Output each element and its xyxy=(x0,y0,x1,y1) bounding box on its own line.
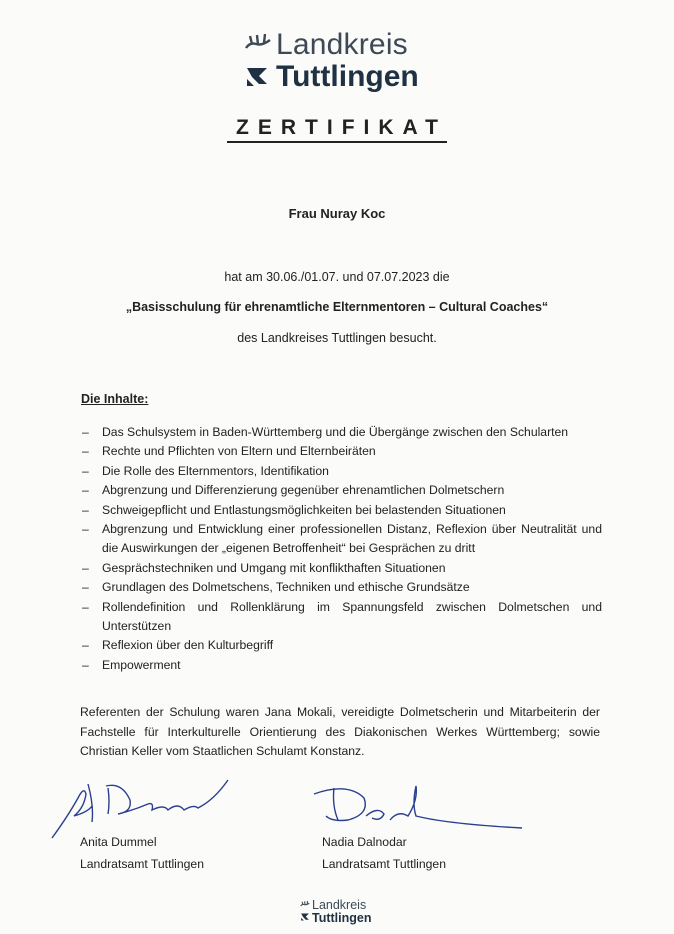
list-item: – Gesprächstechniken und Umgang mit konflikthaften Situationen xyxy=(82,560,446,575)
list-item: – Abgrenzung und Differenzierung gegenüber ehrenamtlichen Dolmetschern xyxy=(82,483,505,498)
attendance-closing: des Landkreises Tuttlingen besucht. xyxy=(237,331,437,345)
list-item: – Das Schulsystem in Baden-Württemberg und die Übergänge zwischen den Schularten xyxy=(82,425,569,439)
header-logo xyxy=(240,28,450,96)
signatory-1-name: Anita Dummel xyxy=(80,835,157,849)
footer-logo xyxy=(298,898,388,930)
list-item: – Grundlagen des Dolmetschens, Techniken und ethische Grundsätze xyxy=(82,580,470,595)
logo-text-tuttlingen: Tuttlingen xyxy=(276,60,419,93)
signature-anita-dummel xyxy=(48,776,238,842)
footer-logo-text-landkreis: Landkreis xyxy=(312,898,367,912)
logo-text-landkreis: Landkreis xyxy=(276,28,408,61)
certificate-title: ZERTIFIKAT xyxy=(0,116,674,140)
footer-logo-text-tuttlingen: Tuttlingen xyxy=(312,911,372,925)
signatory-1-org: Landratsamt Tuttlingen xyxy=(80,857,204,871)
signature-nadia-dalnodar xyxy=(308,780,528,838)
logo-mark-icon xyxy=(300,912,310,922)
list-item: – Die Rolle des Elternmentors, Identifikation xyxy=(82,463,329,478)
list-item: – Reflexion über den Kulturbegriff xyxy=(82,638,274,653)
attendance-dates: hat am 30.06./01.07. und 07.07.2023 die xyxy=(224,270,450,284)
list-item: – Rollendefinition und Rollenklärung im Spannungsfeld zwischen Dolmetschen und Unterstützen xyxy=(82,599,602,634)
list-item: – Schweigepflicht und Entlastungsmöglichkeiten bei belastenden Situationen xyxy=(82,502,506,517)
contents-heading: Die Inhalte: xyxy=(81,392,149,406)
list-item: – Rechte und Pflichten von Eltern und Elternbeiräten xyxy=(82,444,376,459)
antler-icon xyxy=(300,900,310,907)
list-item: – Empowerment xyxy=(82,657,181,672)
antler-icon xyxy=(244,32,272,50)
referents-paragraph: Referenten der Schulung waren Jana Mokali, vereidigte Dolmetscherin und Mitarbeiterin der Fachstelle für Interkulturelle Orientierung des Diakonischen Werkes Württemberg; sowie Christian Keller vom Staatlichen Schulamt Konstanz. xyxy=(80,705,600,758)
signatory-2-org: Landratsamt Tuttlingen xyxy=(322,857,446,871)
recipient-name: Frau Nuray Koc xyxy=(288,206,386,221)
list-item: – Abgrenzung und Entwicklung einer professionellen Distanz, Reflexion über Neutralität und die Auswirkungen der „eigenen Betroffenheit“ bei Gesprächen zu dritt xyxy=(82,522,602,556)
signatory-2-name: Nadia Dalnodar xyxy=(322,835,407,849)
contents-list xyxy=(82,423,602,675)
course-title: „Basisschulung für ehrenamtliche Elternmentoren – Cultural Coaches“ xyxy=(125,300,549,314)
logo-mark-icon xyxy=(244,64,270,90)
